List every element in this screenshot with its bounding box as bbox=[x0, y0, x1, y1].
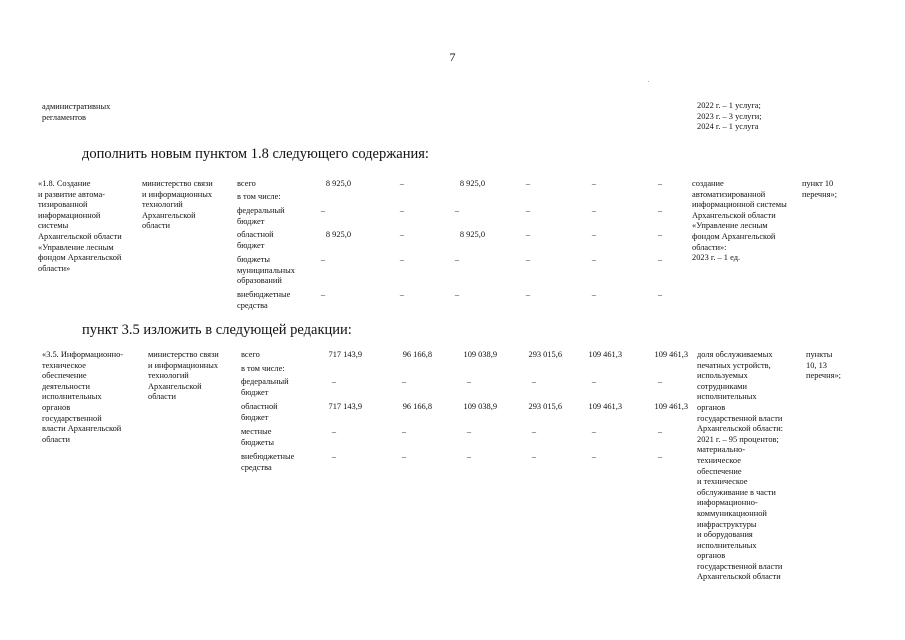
value-cell: 109 038,9 bbox=[463, 402, 497, 411]
value-cell: – bbox=[454, 290, 460, 299]
value-cell: – bbox=[591, 290, 597, 299]
value-cell: – bbox=[466, 427, 472, 436]
value-cell: – bbox=[591, 179, 597, 188]
indicator: доля обслуживаемых печатных устройств, используемых сотрудниками исполнительных органов государственной власти Архангельской области: 2021 г. – 95 процентов; материально- техническое обеспечение и техническое обслуживание в части информационно- коммуникационной инфраструктуры и оборудования исполнительных органов государственной власти Архангельской области bbox=[697, 350, 783, 582]
value-cell: 109 461,3 bbox=[654, 402, 688, 411]
value-cell: – bbox=[320, 255, 326, 264]
value-cell: 293 015,6 bbox=[528, 350, 562, 359]
row-label: бюджеты муниципальных образований bbox=[237, 255, 295, 286]
value-cell: 109 461,3 bbox=[588, 350, 622, 359]
stray-mark: . bbox=[648, 78, 650, 84]
item-name: «1.8. Создание и развитие автома- тизированной информационной системы Архангельской области «Управление лесным фондом Архангельской области» bbox=[38, 179, 122, 273]
value-cell: – bbox=[466, 377, 472, 386]
value-cell: 109 461,3 bbox=[654, 350, 688, 359]
value-cell: – bbox=[454, 206, 460, 215]
value-cell: – bbox=[399, 230, 405, 239]
reference: пункт 10 перечня»; bbox=[802, 179, 837, 199]
value-cell: – bbox=[657, 230, 663, 239]
value-cell: – bbox=[657, 179, 663, 188]
value-cell: – bbox=[525, 230, 531, 239]
value-cell: – bbox=[657, 290, 663, 299]
value-cell: 109 461,3 bbox=[588, 402, 622, 411]
value-cell: – bbox=[331, 452, 337, 461]
value-cell: – bbox=[399, 179, 405, 188]
value-cell: – bbox=[525, 290, 531, 299]
value-cell: 96 166,8 bbox=[402, 350, 432, 359]
value-cell: – bbox=[531, 427, 537, 436]
value-cell: – bbox=[320, 290, 326, 299]
row-label: областной бюджет bbox=[241, 402, 278, 422]
value-cell: – bbox=[591, 255, 597, 264]
page-number: 7 bbox=[449, 50, 456, 64]
top-right-fragment: 2022 г. – 1 услуга; 2023 г. – 3 услуги; 2024 г. – 1 услуга bbox=[697, 101, 762, 132]
value-cell: 717 143,9 bbox=[328, 350, 362, 359]
value-cell: – bbox=[399, 206, 405, 215]
value-cell: – bbox=[657, 427, 663, 436]
row-label: областной бюджет bbox=[237, 230, 274, 250]
value-cell: – bbox=[399, 290, 405, 299]
top-left-fragment: административных регламентов bbox=[42, 102, 111, 122]
value-cell: 8 925,0 bbox=[459, 230, 485, 239]
item-name: «3.5. Информационно- техническое обеспечение деятельности исполнительных органов государственной власти Архангельской области bbox=[42, 350, 124, 444]
reference: пункты 10, 13 перечня»; bbox=[806, 350, 841, 381]
row-label: всего bbox=[237, 179, 256, 188]
row-label: местные бюджеты bbox=[241, 427, 275, 447]
indicator: создание автоматизированной информационной системы Архангельской области «Управление лесным фондом Архангельской области»: 2023 г. – 1 ед. bbox=[692, 179, 787, 263]
value-cell: – bbox=[320, 206, 326, 215]
value-cell: – bbox=[657, 206, 663, 215]
value-cell: – bbox=[401, 377, 407, 386]
executor: министерство связи и информационных технологий Архангельской области bbox=[142, 179, 213, 231]
value-cell: – bbox=[591, 427, 597, 436]
value-cell: – bbox=[399, 255, 405, 264]
row-label: внебюджетные средства bbox=[241, 452, 295, 472]
value-cell: – bbox=[525, 255, 531, 264]
value-cell: – bbox=[591, 206, 597, 215]
value-cell: 96 166,8 bbox=[402, 402, 432, 411]
row-label: всего bbox=[241, 350, 260, 359]
value-cell: – bbox=[401, 452, 407, 461]
row-label: внебюджетные средства bbox=[237, 290, 291, 310]
value-cell: 8 925,0 bbox=[459, 179, 485, 188]
value-cell: – bbox=[454, 255, 460, 264]
value-cell: – bbox=[466, 452, 472, 461]
value-cell: – bbox=[591, 230, 597, 239]
value-cell: – bbox=[591, 452, 597, 461]
value-cell: – bbox=[531, 377, 537, 386]
heading-amend-3-5: пункт 3.5 изложить в следующей редакции: bbox=[82, 322, 352, 338]
row-label: в том числе: bbox=[241, 364, 285, 373]
value-cell: – bbox=[525, 206, 531, 215]
value-cell: – bbox=[591, 377, 597, 386]
row-label: федеральный бюджет bbox=[237, 206, 285, 226]
value-cell: 8 925,0 bbox=[325, 230, 351, 239]
executor: министерство связи и информационных технологий Архангельской области bbox=[148, 350, 219, 402]
value-cell: 717 143,9 bbox=[328, 402, 362, 411]
row-label: федеральный бюджет bbox=[241, 377, 289, 397]
value-cell: 293 015,6 bbox=[528, 402, 562, 411]
value-cell: – bbox=[531, 452, 537, 461]
value-cell: 8 925,0 bbox=[325, 179, 351, 188]
value-cell: – bbox=[401, 427, 407, 436]
value-cell: – bbox=[657, 377, 663, 386]
value-cell: 109 038,9 bbox=[463, 350, 497, 359]
value-cell: – bbox=[657, 452, 663, 461]
value-cell: – bbox=[525, 179, 531, 188]
value-cell: – bbox=[331, 377, 337, 386]
value-cell: – bbox=[657, 255, 663, 264]
row-label: в том числе: bbox=[237, 192, 281, 201]
heading-amend-1-8: дополнить новым пунктом 1.8 следующего содержания: bbox=[82, 146, 429, 162]
value-cell: – bbox=[331, 427, 337, 436]
